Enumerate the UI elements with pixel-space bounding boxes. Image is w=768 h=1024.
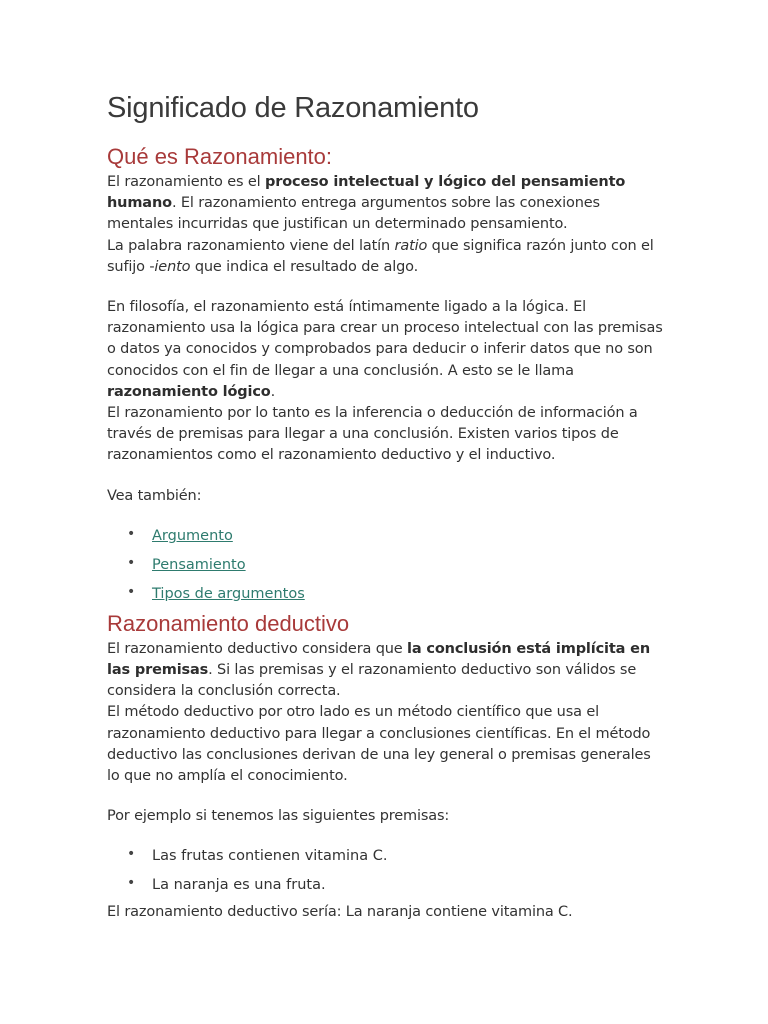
italic-iento: iento — [154, 258, 191, 275]
link-tipos-de-argumentos[interactable]: Tipos de argumentos — [152, 585, 305, 602]
section-heading-que-es: Qué es Razonamiento: — [107, 144, 333, 169]
paragraph-example-intro: Por ejemplo si tenemos las siguientes premisas: — [107, 808, 450, 825]
list-item — [107, 584, 667, 605]
bold-implicit-conclusion: la conclusión está implícita en las premisas — [107, 640, 651, 679]
paragraph-inference: El razonamiento por lo tanto es la inferencia o deducción de información a través de premisas para llegar a una conclusión. Existen varios tipos de razonamientos como el razonamiento deductivo y el inductivo. — [107, 405, 638, 464]
paragraph-definition: El razonamiento es el proceso intelectual y lógico del pensamiento humano. El razonamiento entrega argumentos sobre las conexiones mentales incurridas que justifican un determinado pensamiento. — [107, 174, 626, 233]
page-title: Significado de Razonamiento — [107, 92, 479, 124]
list-item — [107, 555, 667, 576]
section-heading-deductivo: Razonamiento deductivo — [107, 610, 350, 636]
list-item — [107, 526, 667, 547]
paragraph-philosophy: En filosofía, el razonamiento está íntimamente ligado a la lógica. El razonamiento usa la lógica para crear un proceso intelectual con las premisas o datos ya conocidos y comprobados para deducir o inferir datos que no son conocidos con el fin de llegar a una conclusión. A esto se le llama razonamiento lógico. — [107, 299, 663, 400]
paragraph-deductive-method: El método deductivo por otro lado es un método científico que usa el razonamiento deductivo para llegar a conclusiones científicas. En el método deductivo las conclusiones derivan de una ley general o premisas generales lo que no amplía el conocimiento. — [107, 704, 651, 785]
italic-ratio: ratio — [394, 237, 428, 254]
paragraph-deductive: El razonamiento deductivo considera que la conclusión está implícita en las premisas. Si las premisas y el razonamiento deductivo son válidos se considera la conclusión correcta. — [107, 640, 651, 700]
see-also-label: Vea también: — [107, 487, 202, 504]
link-argumento[interactable]: Argumento — [152, 527, 233, 544]
list-item: • La naranja es una fruta. — [107, 875, 667, 896]
article — [107, 88, 667, 924]
premises-list — [107, 846, 667, 896]
see-also-list — [107, 526, 667, 605]
bold-logical-reasoning: razonamiento lógico — [107, 383, 271, 400]
link-pensamiento[interactable]: Pensamiento — [152, 556, 246, 573]
paragraph-etymology: La palabra razonamiento viene del latín ratio que significa razón junto con el sufijo -iento que indica el resultado de algo. — [107, 237, 654, 275]
list-item: • Las frutas contienen vitamina C. — [107, 846, 667, 867]
bold-definition: proceso intelectual y lógico del pensamiento humano — [107, 174, 626, 212]
paragraph-conclusion: El razonamiento deductivo sería: La naranja contiene vitamina C. — [107, 904, 573, 921]
